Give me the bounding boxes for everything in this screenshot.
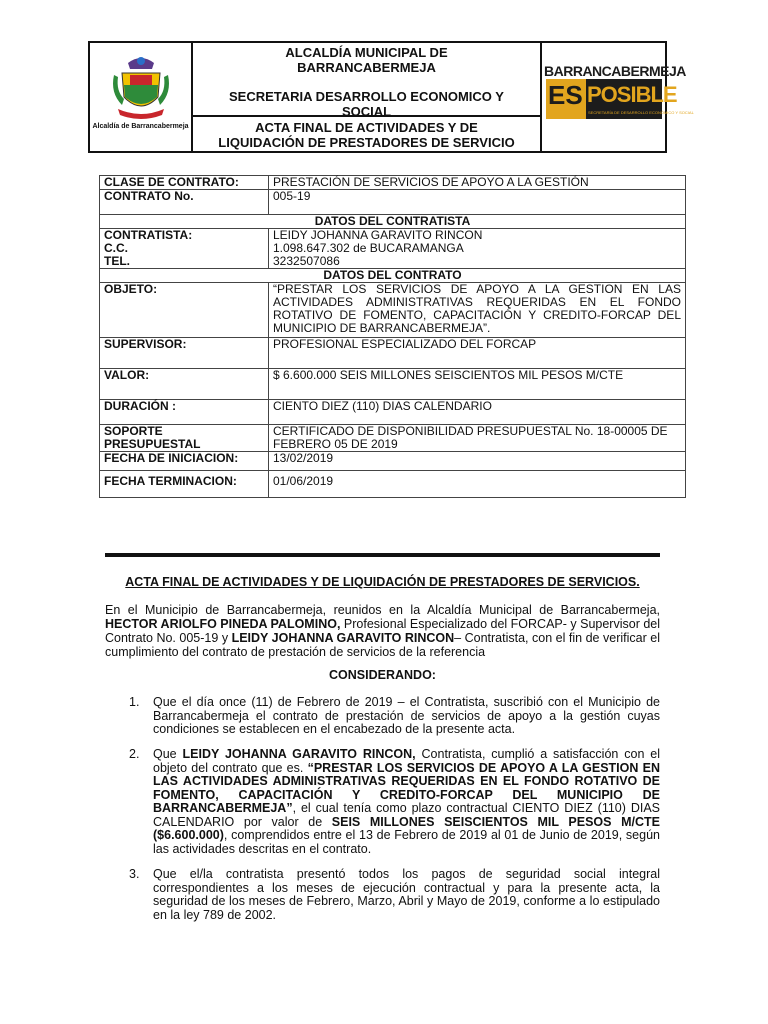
item2-text-c: Contratista, cumplió a satisfacción con el objeto del contrato que es.	[153, 747, 660, 775]
list-number: 3.	[129, 867, 140, 881]
cc-label: C.C.	[104, 241, 128, 255]
intro-text-c: Profesional Especializado del FORCAP- y Supervisor del Contrato No. 005-19 y	[105, 617, 661, 645]
contrato-label: CONTRATO No.	[100, 190, 269, 215]
soporte-label-line-1: SOPORTE	[104, 424, 163, 438]
table-row	[100, 471, 686, 498]
supervisor-name: HECTOR ARIOLFO PINEDA PALOMINO,	[105, 617, 341, 631]
municipal-coat-of-arms-icon	[108, 53, 174, 123]
duracion-label: DURACIÓN :	[100, 400, 269, 425]
contrato-value: 005-19	[269, 190, 686, 215]
title-line-2: BARRANCABERMEJA	[297, 60, 436, 75]
soporte-label-line-2: PRESUPUESTAL	[104, 437, 201, 451]
supervisor-value: PROFESIONAL ESPECIALIZADO DEL FORCAP	[269, 338, 686, 369]
list-text: Que el día once (11) de Febrero de 2019 – el Contratista, suscribió con el Municipio de Barrancabermeja el contrato de prestación de servicios de apoyo a la gestión cuyas condiciones se establecen en el encabezado de la presente acta.	[153, 695, 660, 736]
contract-value: SEIS MILLONES SEISCIENTOS MIL PESOS M/CTE ($6.600.000)	[153, 814, 660, 842]
table-row	[100, 229, 686, 269]
logo-caption: Alcaldía de Barrancabermeja	[92, 123, 189, 130]
table-row	[100, 215, 686, 229]
list-item	[129, 868, 660, 924]
contratista-label: CONTRATISTA:	[104, 228, 193, 242]
item2-text-g: , comprendidos entre el 13 de Febrero de 2019 al 01 de Junio de 2019, según las actividades descritas en el contrato.	[153, 828, 660, 856]
list-number: 1.	[129, 695, 140, 709]
table-row	[100, 452, 686, 471]
title-line-1: ALCALDÍA MUNICIPAL DE	[285, 45, 448, 60]
table-row	[100, 176, 686, 190]
brand-top-text: BARRANCABERMEJA	[544, 63, 686, 79]
list-text	[153, 748, 660, 856]
table-row	[100, 283, 686, 338]
table-row	[100, 369, 686, 400]
subtitle-line-2: LIQUIDACIÓN DE PRESTADORES DE SERVICIO	[218, 135, 515, 150]
brand-es-text: ES	[548, 80, 583, 110]
termino-value: 01/06/2019	[269, 471, 686, 498]
item2-text-e: , el cual tenía como plazo contractual CIENTO DIEZ (110) DIAS CALENDARIO por valor de	[153, 801, 660, 829]
table-row	[100, 425, 686, 452]
intro-paragraph	[105, 603, 660, 659]
contratista-value: LEIDY JOHANNA GARAVITO RINCON	[273, 228, 483, 242]
section-divider	[105, 553, 660, 557]
contractor-name: LEIDY JOHANNA GARAVITO RINCON	[231, 631, 455, 645]
list-item	[129, 748, 660, 856]
contract-object: “PRESTAR LOS SERVICIOS DE APOYO A LA GESTION EN LAS ACTIVIDADES ADMINISTRATIVAS REQUERIDAS EN EL FONDO ROTATIVO DE FOMENTO, CAPACITACIÓN Y CREDITO-FORCAP DEL MUNICIPIO DE BARRANCABERMEJA”	[153, 760, 660, 815]
inicio-value: 13/02/2019	[269, 452, 686, 471]
duracion-value: CIENTO DIEZ (110) DIAS CALENDARIO	[269, 400, 686, 425]
supervisor-label: SUPERVISOR:	[100, 338, 269, 369]
section-heading: DATOS DEL CONTRATISTA	[100, 215, 686, 229]
brand-logo	[542, 43, 694, 151]
item2-text-a: Que	[153, 747, 183, 761]
soporte-value: CERTIFICADO DE DISPONIBILIDAD PRESUPUESTAL No. 18-00005 DE FEBRERO 05 DE 2019	[269, 425, 686, 452]
table-row	[100, 269, 686, 283]
valor-label: VALOR:	[100, 369, 269, 400]
brand-tagline: SECRETARÍA DE DESARROLLO ECONÓMICO Y SOCIAL	[588, 110, 694, 115]
contratista-labels	[100, 229, 269, 269]
title-cell	[193, 43, 542, 151]
contratista-values	[269, 229, 686, 269]
valor-value: $ 6.600.000 SEIS MILLONES SEISCIENTOS MIL PESOS M/CTE	[269, 369, 686, 400]
intro-text-e: – Contratista, con el fin de verificar el cumplimiento del contrato de prestación de servicios de la referencia	[105, 631, 660, 659]
cc-value: 1.098.647.302 de BUCARAMANGA	[273, 241, 464, 255]
objeto-value: “PRESTAR LOS SERVICIOS DE APOYO A LA GESTION EN LAS ACTIVIDADES ADMINISTRATIVAS REQUERIDAS EN EL FONDO ROTATIVO DE FOMENTO, CAPACITACIÓN Y CREDITO-FORCAP DEL MUNICIPIO DE BARRANCABERMEJA”.	[269, 283, 686, 338]
logo-cell	[90, 43, 193, 151]
subtitle-line-1: ACTA FINAL DE ACTIVIDADES Y DE	[255, 120, 478, 135]
document-header	[88, 41, 694, 153]
contractor-name: LEIDY JOHANNA GARAVITO RINCON,	[182, 747, 416, 761]
objeto-label: OBJETO:	[100, 283, 269, 338]
tel-value: 3232507086	[273, 254, 340, 268]
document-subtitle	[193, 117, 540, 151]
municipality-title	[193, 43, 540, 117]
tel-label: TEL.	[104, 254, 130, 268]
table-row	[100, 190, 686, 215]
title-line-3: SECRETARIA DESARROLLO ECONOMICO Y	[229, 89, 504, 104]
inicio-label: FECHA DE INICIACION:	[100, 452, 269, 471]
table-row	[100, 338, 686, 369]
clase-label: CLASE DE CONTRATO:	[100, 176, 269, 190]
document-title: ACTA FINAL DE ACTIVIDADES Y DE LIQUIDACIÓN DE PRESTADORES DE SERVICIOS.	[125, 575, 640, 589]
contract-summary-table	[99, 175, 686, 498]
title-line-4: SOCIAL	[341, 104, 392, 119]
soporte-label	[100, 425, 269, 452]
list-text: Que el/la contratista presentó todos los pagos de seguridad social integral correspondientes a los meses de ejecución contractual y para la presente acta, la seguridad de los meses de Febrero, Marzo, Abril y Mayo de 2019, conforme a lo estipulado en la ley 789 de 2002.	[153, 867, 660, 922]
list-number: 2.	[129, 747, 140, 761]
table-row	[100, 400, 686, 425]
section-heading: DATOS DEL CONTRATO	[100, 269, 686, 283]
considering-heading: CONSIDERANDO:	[329, 668, 436, 682]
clase-value: PRESTACIÓN DE SERVICIOS DE APOYO A LA GESTIÓN	[269, 176, 686, 190]
termino-label: FECHA TERMINACION:	[100, 471, 269, 498]
brand-posible-text: POSIBLE	[587, 82, 677, 107]
intro-text-a: En el Municipio de Barrancabermeja, reunidos en la Alcaldía Municipal de Barrancabermeja,	[105, 603, 660, 617]
list-item	[129, 696, 660, 738]
